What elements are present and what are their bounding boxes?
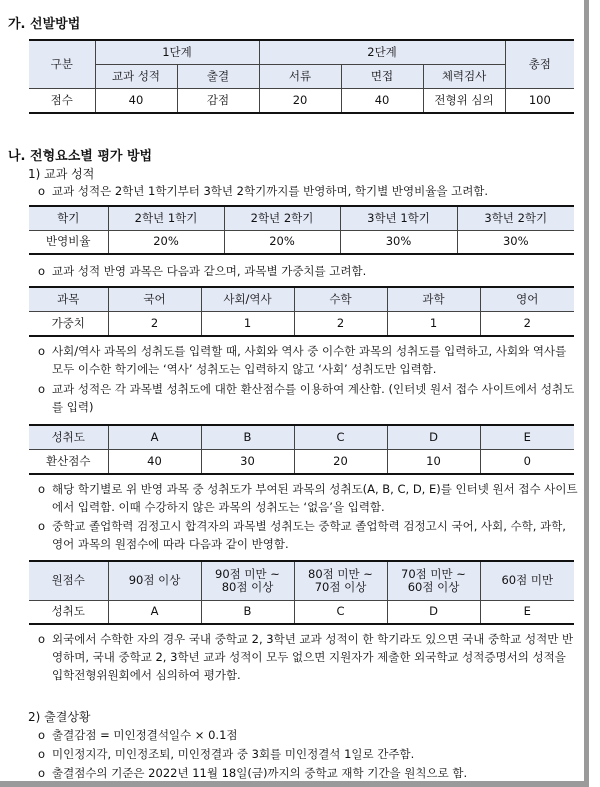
section-ga-title: 가. 선발방법 bbox=[8, 17, 81, 32]
bullet-mark: o bbox=[38, 766, 46, 780]
bullet-text: 외국에서 수학한 자의 경우 국내 중학교 2, 3학년 교과 성적이 한 학기라도 있으면 국내 중학교 성적만 반영하며, 국내 중학교 2, 3학년 교과 성적이 모두 없으면 지원자가 제출한 외국학교 성적증명서의 성적을 입학전형위원회에서 심의하여 평가함. bbox=[52, 632, 574, 682]
stage1-header: 1단계 bbox=[95, 40, 259, 64]
bullet-item bbox=[38, 342, 578, 378]
raw-range-line: 80점 이상 bbox=[221, 579, 274, 594]
subject-header: 수학 bbox=[294, 287, 387, 311]
bullet-item bbox=[38, 380, 578, 416]
raw-achievement-value: B bbox=[201, 600, 294, 624]
row-label: 점수 bbox=[29, 88, 95, 113]
subject-label: 과목 bbox=[29, 287, 108, 311]
bullet-item bbox=[38, 262, 578, 280]
sub1-title: 1) 교과 성적 bbox=[28, 167, 95, 181]
bullet-item bbox=[38, 764, 578, 782]
subject-header: 사회/역사 bbox=[201, 287, 294, 311]
ratio-label: 반영비율 bbox=[29, 230, 108, 254]
page-shadow-right bbox=[584, 0, 589, 787]
grade-header: C bbox=[294, 425, 387, 449]
subject-header: 국어 bbox=[108, 287, 201, 311]
gubun-header: 구분 bbox=[29, 40, 95, 88]
bullet-mark: o bbox=[38, 519, 46, 533]
raw-achievement-value: C bbox=[294, 600, 387, 624]
sub2-title: 2) 출결상황 bbox=[28, 710, 91, 724]
converted-score-value: 30 bbox=[201, 449, 294, 474]
bullet-text: 교과 성적은 각 과목별 성취도에 대한 환산점수를 이용하여 계산함. (인터넷 원서 접수 사이트에서 성취도를 입력) bbox=[52, 382, 575, 414]
cell-value: 전형위 심의 bbox=[423, 88, 505, 113]
converted-score-value: 10 bbox=[387, 449, 480, 474]
weight-label: 가중치 bbox=[29, 311, 108, 336]
section-na-title: 나. 전형요소별 평가 방법 bbox=[8, 149, 153, 164]
bullet-item bbox=[38, 517, 578, 553]
grade-header: E bbox=[480, 425, 574, 449]
raw-range-header bbox=[294, 561, 387, 600]
raw-range-header bbox=[387, 561, 480, 600]
stage2-header: 2단계 bbox=[259, 40, 505, 64]
grade-header: B bbox=[201, 425, 294, 449]
bullet-mark: o bbox=[38, 482, 46, 496]
grade-header: D bbox=[387, 425, 480, 449]
semester-header: 3학년 1학기 bbox=[340, 206, 457, 230]
converted-score-value: 0 bbox=[480, 449, 574, 474]
bullet-mark: o bbox=[38, 728, 46, 742]
achievement-label: 성취도 bbox=[29, 425, 108, 449]
raw-range-line: 70점 미만 ~ bbox=[401, 566, 466, 581]
raw-score-label: 원점수 bbox=[29, 561, 108, 600]
raw-achievement-value: E bbox=[480, 600, 574, 624]
total-header: 총점 bbox=[505, 40, 574, 88]
cell-value: 감점 bbox=[177, 88, 259, 113]
subject-header: 영어 bbox=[480, 287, 574, 311]
sub-header: 서류 bbox=[259, 64, 341, 88]
sub-header: 면접 bbox=[341, 64, 423, 88]
raw-score-table bbox=[29, 560, 574, 625]
semester-header: 3학년 2학기 bbox=[457, 206, 574, 230]
ratio-value: 20% bbox=[224, 230, 340, 254]
bullet-mark: o bbox=[38, 344, 46, 358]
raw-range-header: 90점 이상 bbox=[108, 561, 201, 600]
raw-range-header: 60점 미만 bbox=[480, 561, 574, 600]
raw-achievement-label: 성취도 bbox=[29, 600, 108, 624]
converted-score-label: 환산점수 bbox=[29, 449, 108, 474]
semester-header: 2학년 2학기 bbox=[224, 206, 340, 230]
bullet-text: 출결점수의 기준은 2022년 11월 18일(금)까지의 중학교 재학 기간을 원칙으로 함. bbox=[52, 766, 468, 780]
sub-header: 교과 성적 bbox=[95, 64, 177, 88]
bullet-text: 교과 성적 반영 과목은 다음과 같으며, 과목별 가중치를 고려함. bbox=[52, 264, 367, 278]
converted-score-value: 40 bbox=[108, 449, 201, 474]
bullet-mark: o bbox=[38, 184, 46, 198]
weight-value: 2 bbox=[108, 311, 201, 336]
bullet-text: 미인정지각, 미인정조퇴, 미인정결과 중 3회를 미인정결석 1일로 간주함. bbox=[52, 747, 415, 761]
bullet-mark: o bbox=[38, 632, 46, 646]
weight-value: 2 bbox=[480, 311, 574, 336]
raw-range-line: 60점 이상 bbox=[407, 579, 460, 594]
bullet-mark: o bbox=[38, 264, 46, 278]
semester-ratio-table bbox=[29, 205, 574, 255]
bullet-mark: o bbox=[38, 382, 46, 396]
bullet-text: 교과 성적은 2학년 1학기부터 3학년 2학기까지를 반영하며, 학기별 반영비율을 고려함. bbox=[52, 184, 489, 198]
ratio-value: 20% bbox=[108, 230, 224, 254]
raw-range-line: 70점 이상 bbox=[314, 579, 367, 594]
ratio-value: 30% bbox=[457, 230, 574, 254]
subject-weight-table bbox=[29, 286, 574, 337]
semester-label: 학기 bbox=[29, 206, 108, 230]
selection-method-table bbox=[29, 39, 574, 114]
bullet-item bbox=[38, 480, 578, 516]
bullet-item bbox=[38, 630, 578, 684]
subject-header: 과학 bbox=[387, 287, 480, 311]
raw-range-line: 80점 미만 ~ bbox=[308, 566, 373, 581]
cell-value: 40 bbox=[341, 88, 423, 113]
bullet-item bbox=[38, 726, 578, 744]
bullet-item bbox=[38, 182, 578, 200]
sub-header: 출결 bbox=[177, 64, 259, 88]
sub-header: 체력검사 bbox=[423, 64, 505, 88]
cell-value: 40 bbox=[95, 88, 177, 113]
bullet-text: 중학교 졸업학력 검정고시 합격자의 과목별 성취도는 중학교 졸업학력 검정고시 국어, 사회, 수학, 과학, 영어 과목의 원점수에 따라 다음과 같이 반영함. bbox=[52, 519, 566, 551]
bullet-mark: o bbox=[38, 747, 46, 761]
page-shadow-bottom bbox=[0, 781, 589, 787]
weight-value: 2 bbox=[294, 311, 387, 336]
raw-achievement-value: D bbox=[387, 600, 480, 624]
bullet-text: 출결감점 = 미인정결석일수 × 0.1점 bbox=[52, 728, 238, 742]
ratio-value: 30% bbox=[340, 230, 457, 254]
weight-value: 1 bbox=[387, 311, 480, 336]
bullet-text: 사회/역사 과목의 성취도를 입력할 때, 사회와 역사 중 이수한 과목의 성취도를 입력하고, 사회와 역사를 모두 이수한 학기에는 ‘역사’ 성취도는 입력하지 않고 ‘사회’ 성취도만 입력함. bbox=[52, 344, 567, 376]
raw-range-header bbox=[201, 561, 294, 600]
semester-header: 2학년 1학기 bbox=[108, 206, 224, 230]
raw-range-line: 90점 미만 ~ bbox=[215, 566, 280, 581]
converted-score-value: 20 bbox=[294, 449, 387, 474]
bullet-text: 해당 학기별로 위 반영 과목 중 성취도가 부여된 과목의 성취도(A, B, C, D, E)를 인터넷 원서 접수 사이트에서 입력함. 이때 수강하지 않은 과목의 성취도는 ‘없음’을 입력함. bbox=[52, 482, 578, 514]
achievement-score-table bbox=[29, 424, 574, 475]
grade-header: A bbox=[108, 425, 201, 449]
raw-achievement-value: A bbox=[108, 600, 201, 624]
total-value: 100 bbox=[505, 88, 574, 113]
weight-value: 1 bbox=[201, 311, 294, 336]
cell-value: 20 bbox=[259, 88, 341, 113]
bullet-item bbox=[38, 745, 578, 763]
